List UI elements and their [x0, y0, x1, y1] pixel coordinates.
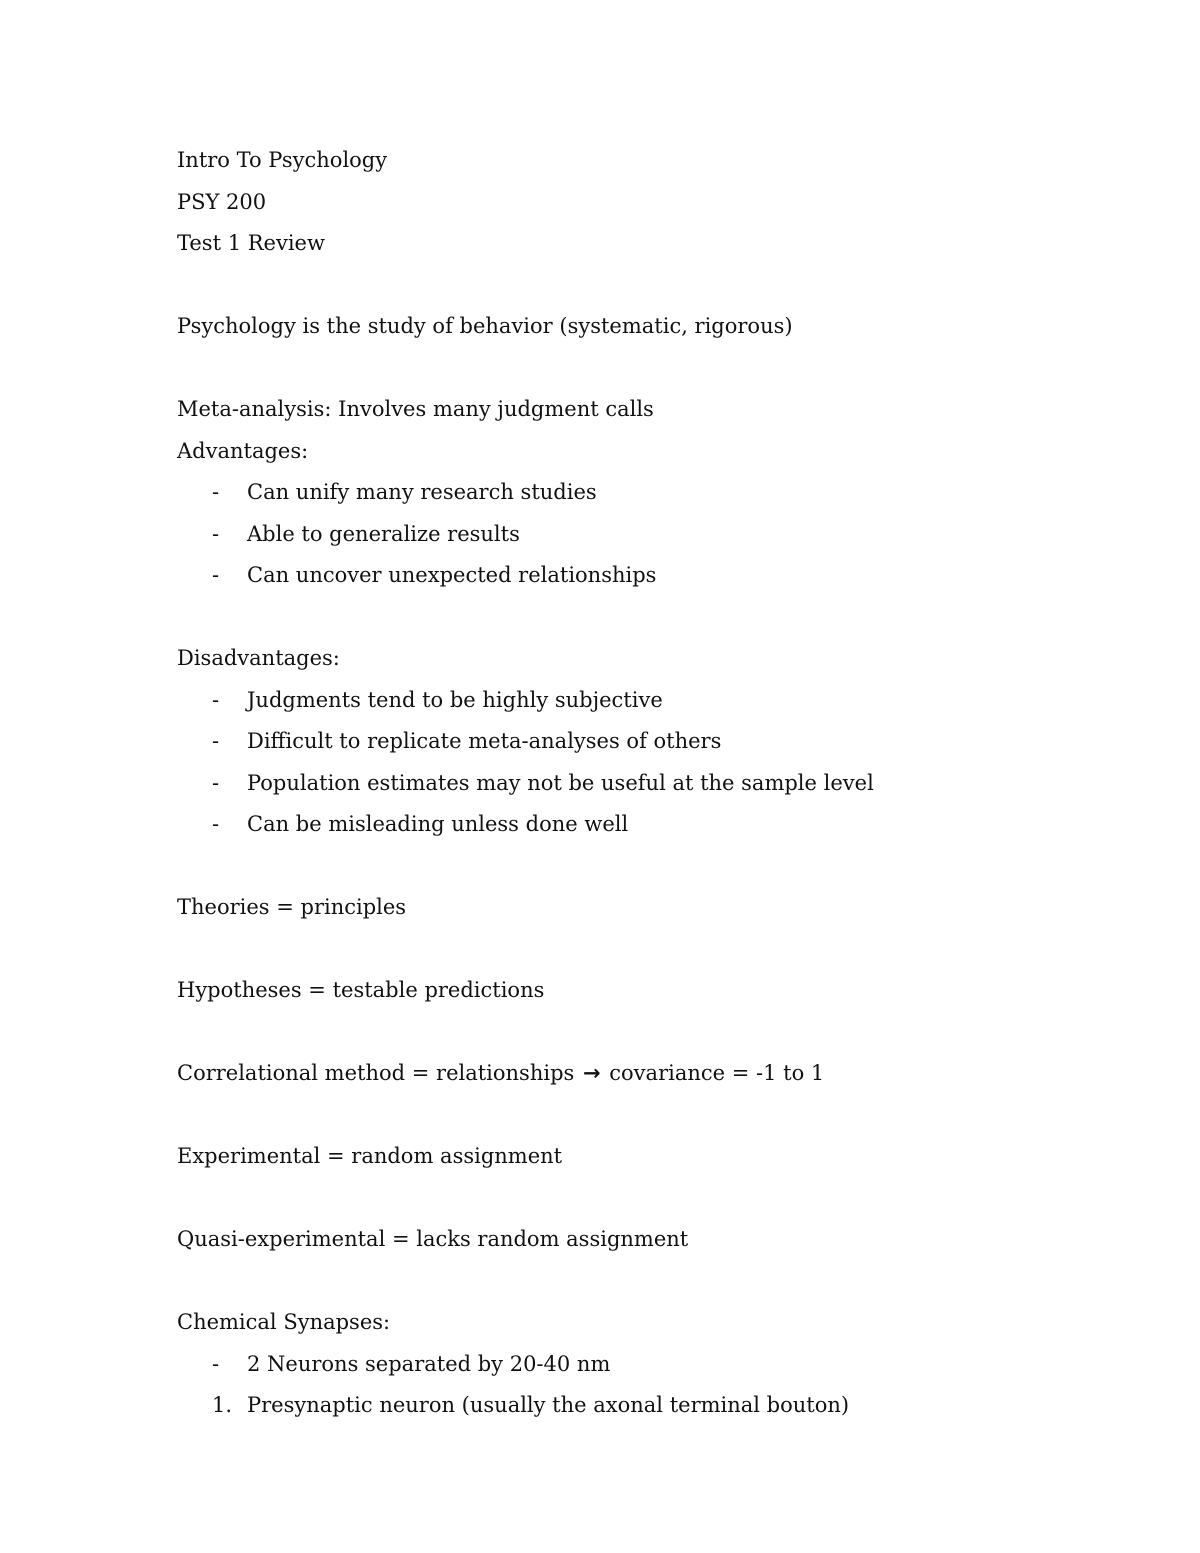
meta-analysis-intro: Meta-analysis: Involves many judgment calls [177, 397, 654, 421]
hypotheses-definition: Hypotheses = testable predictions [177, 978, 545, 1002]
disadvantages-label: Disadvantages: [177, 646, 340, 670]
bullet-marker: - [212, 521, 220, 546]
course-title: Intro To Psychology [177, 148, 388, 172]
experimental-definition: Experimental = random assignment [177, 1144, 563, 1168]
list-item [177, 804, 1077, 846]
list-item-text: Difficult to replicate meta-analyses of others [247, 729, 722, 753]
list-item-text: Able to generalize results [247, 521, 520, 546]
spacer [177, 929, 1077, 971]
list-item-text: Can uncover unexpected relationships [247, 563, 657, 587]
document-page [177, 140, 1077, 1427]
list-item-text: Population estimates may not be useful at the sample level [247, 770, 874, 795]
number-marker: 1. [212, 1393, 233, 1417]
bullet-marker: - [212, 687, 220, 712]
correlational-definition [177, 1053, 1077, 1095]
numbered-list-item [177, 1385, 1077, 1427]
spacer [177, 1261, 1077, 1303]
list-item [177, 721, 1077, 763]
theories-definition: Theories = principles [177, 895, 407, 919]
arrow-right-icon: → [582, 1061, 601, 1085]
spacer [177, 1095, 1077, 1137]
spacer [177, 1012, 1077, 1054]
list-item-text: Can be misleading unless done well [247, 812, 629, 836]
correlational-left-text: Correlational method = relationships [177, 1061, 575, 1085]
spacer [177, 1178, 1077, 1220]
course-code: PSY 200 [177, 189, 267, 214]
list-item [177, 514, 1077, 556]
quasi-experimental-definition: Quasi-experimental = lacks random assignment [177, 1227, 689, 1251]
bullet-marker: - [212, 729, 220, 753]
document-title: Test 1 Review [177, 231, 325, 255]
bullet-marker: - [212, 812, 220, 836]
bullet-marker: - [212, 480, 220, 504]
spacer [177, 597, 1077, 639]
list-item-text: 2 Neurons separated by 20-40 nm [247, 1351, 611, 1376]
bullet-marker: - [212, 1351, 220, 1376]
bullet-marker: - [212, 770, 220, 795]
advantages-label: Advantages: [177, 438, 309, 463]
list-item-text: Judgments tend to be highly subjective [247, 687, 663, 712]
spacer [177, 846, 1077, 888]
spacer [177, 348, 1077, 390]
list-item [177, 472, 1077, 514]
list-item-text: Can unify many research studies [247, 480, 597, 504]
chemical-synapses-label: Chemical Synapses: [177, 1310, 391, 1334]
list-item [177, 555, 1077, 597]
list-item [177, 680, 1077, 722]
spacer [177, 265, 1077, 307]
psychology-definition: Psychology is the study of behavior (systematic, rigorous) [177, 314, 793, 338]
bullet-marker: - [212, 563, 220, 587]
list-item [177, 1344, 1077, 1386]
list-item [177, 763, 1077, 805]
list-item-text: Presynaptic neuron (usually the axonal terminal bouton) [247, 1393, 850, 1417]
correlational-right-text: covariance = -1 to 1 [609, 1061, 825, 1085]
